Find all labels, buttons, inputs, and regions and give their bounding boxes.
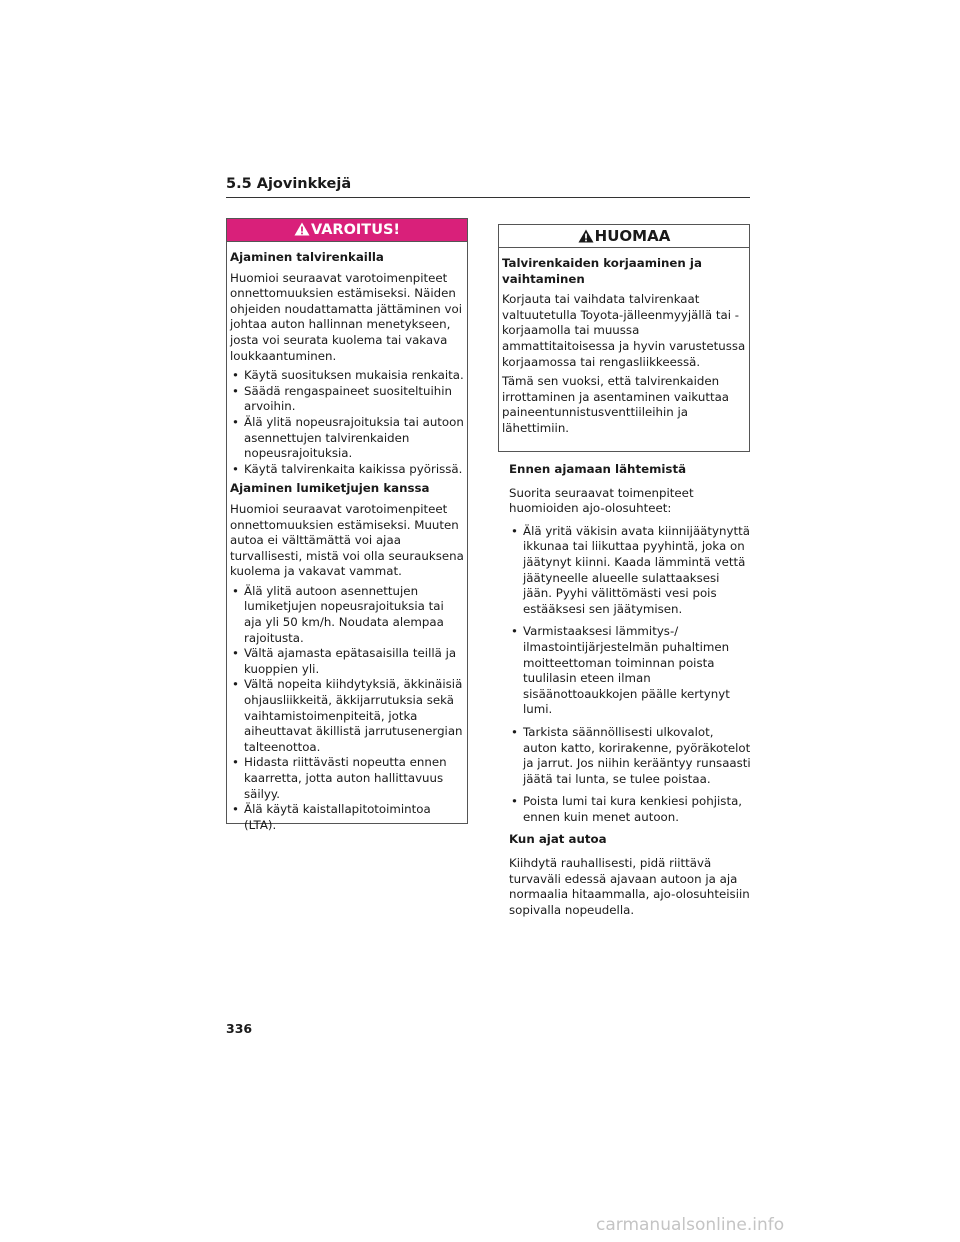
before-driving-heading: Ennen ajamaan lähtemistä (509, 462, 687, 476)
list-item: • Hidasta riittävästi nopeutta ennen kaarretta, jotta auton hallittavuus säilyy. (230, 755, 464, 802)
list-item: • Poista lumi tai kura kenkiesi pohjista, ennen kuin menet autoon. (509, 794, 751, 825)
list-item: • Vältä ajamasta epätasaisilla teillä ja kuoppien yli. (230, 646, 464, 677)
list-item: • Käytä suosituksen mukaisia renkaita. (230, 368, 464, 384)
warning-list-snow-chains (230, 584, 464, 834)
list-item: • Älä yritä väkisin avata kiinnijäätynyttä ikkunaa tai liikuttaa pyyhintä, joka on jäätynyt kiinni. Kaada lämmintä vettä jäätyneelle alueelle sulattaaksesi jään. Pyyhi välittömästi vesi pois estääksesi sen jäätymisen. (509, 524, 751, 618)
page-number: 336 (226, 1021, 253, 1036)
watermark: carmanualsonline.info (596, 1215, 785, 1235)
notice-paragraph: Tämä sen vuoksi, että talvirenkaiden irrottaminen ja asentaminen vaikuttaa paineentunnistusventtiileihin ja lähettimiin. (502, 374, 730, 435)
warning-box (226, 218, 468, 832)
before-driving-list (509, 524, 751, 826)
notice-title-bar (499, 225, 749, 248)
list-item: • Tarkista säännöllisesti ulkovalot, auton katto, korirakenne, pyöräkotelot ja jarrut. Jos niihin kerääntyy runsaasti jäätä tai lunta, se tulee poistaa. (509, 725, 751, 787)
warning-triangle-icon (578, 227, 594, 249)
list-item: • Älä käytä kaistallapitotoimintoa (LTA). (230, 802, 464, 833)
list-item: • Vältä nopeita kiihdytyksiä, äkkinäisiä ohjausliikkeitä, äkkijarrutuksia sekä vaihtamistoimenpiteitä, jotka aiheuttavat äkillistä jarrutusenergian talteenottoa. (230, 677, 464, 755)
while-driving-text: Kiihdytä rauhallisesti, pidä riittävä turvaväli edessä ajavaan autoon ja aja normaalia hitaammalla, ajo-olosuhteisiin sopivalla nopeudella. (509, 856, 750, 917)
notice-box (498, 224, 750, 452)
notice-heading: Talvirenkaiden korjaaminen ja vaihtaminen (502, 256, 702, 286)
warning-triangle-icon (294, 221, 310, 243)
before-driving-intro: Suorita seuraavat toimenpiteet huomioiden ajo-olosuhteet: (509, 485, 694, 516)
list-item: • Varmistaaksesi lämmitys-/ ilmastointijärjestelmän puhaltimen moitteettoman toiminnan poista tuulilasin eteen ilman sisäänottoaukkojen päälle kertynyt lumi. (509, 624, 751, 718)
while-driving-heading: Kun ajat autoa (509, 832, 607, 847)
warning-text-snow-chains: Huomioi seuraavat varotoimenpiteet onnettomuuksien estämiseksi. Muuten autoa ei välttämättä voi ajaa turvallisesti, mistä voi olla seurauksena kuolema ja vakavat vammat. (230, 501, 464, 579)
list-item: • Älä ylitä nopeusrajoituksia tai autoon asennettujen talvirenkaiden nopeusrajoituksia. (230, 415, 464, 462)
notice-title: HUOMAA (594, 227, 671, 245)
warning-title-bar (227, 219, 467, 242)
warning-heading-snow-chains: Ajaminen lumiketjujen kanssa (230, 481, 430, 496)
warning-heading-winter-tires: Ajaminen talvirenkailla (230, 250, 384, 264)
list-item: • Käytä talvirenkaita kaikissa pyörissä. (230, 462, 464, 478)
notice-paragraph: Korjauta tai vaihdata talvirenkaat valtuutetulla Toyota-jälleenmyyjällä tai -korjaamolla tai muussa ammattitaitoisessa ja hyvin varustetussa korjaamossa tai rengasliikkeessä. (502, 292, 746, 369)
list-item: • Älä ylitä autoon asennettujen lumiketjujen nopeusrajoituksia tai aja yli 50 km/h. Noudata alempaa rajoitusta. (230, 584, 464, 646)
warning-title: VAROITUS! (310, 222, 401, 238)
list-item: • Säädä rengaspaineet suositeltuihin arvoihin. (230, 384, 464, 415)
warning-list-winter-tires (230, 368, 464, 477)
warning-text-winter-tires: Huomioi seuraavat varotoimenpiteet onnettomuuksien estämiseksi. Näiden ohjeiden noudattamatta jättäminen voi johtaa auton hallinnan menetykseen, josta voi seurata kuolema tai vakava loukkaantuminen. (230, 270, 462, 363)
main-column (509, 462, 751, 925)
section-title: 5.5 Ajovinkkejä (226, 176, 750, 198)
